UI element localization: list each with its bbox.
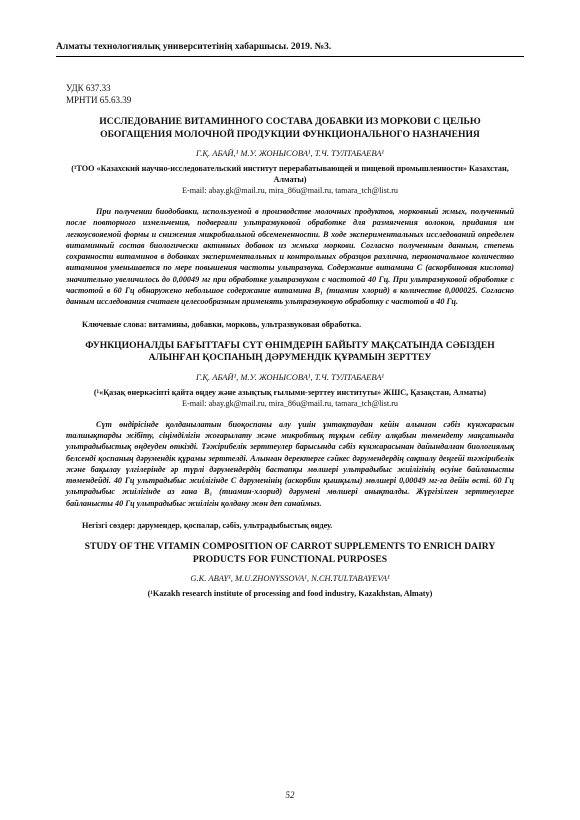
classification-codes: [66, 82, 514, 106]
page-number: 52: [285, 790, 295, 800]
kz-keywords-label: Негізгі сөздер:: [82, 521, 136, 531]
journal-header: Алматы технологиялық университетінің хабаршысы. 2019. №3.: [56, 42, 332, 52]
en-authors: G.K. ABAY¹, M.U.ZHONYSSOVA¹, N.CH.TULTABAYEVA¹: [190, 573, 390, 584]
en-affiliation: (¹Kazakh research institute of processing and food industry, Kazakhstan, Almaty): [147, 589, 433, 599]
kz-email: E-mail: abay.gk@mail.ru, mira_86u@mail.ru, tamara_tch@list.ru: [181, 398, 399, 408]
kz-keywords: [82, 520, 514, 531]
ru-email: E-mail: abay.gk@mail.ru, mira_86u@mail.ru, tamara_tch@list.ru: [181, 186, 399, 195]
ru-keywords: [82, 319, 514, 330]
ru-abstract: При получении биодобавки, используемой в производстве молочных продуктов, морковный жмых, полученный после повторного измельчения, подвергали ультразвуковой обработке для размягчения волокон, придания им легкоусвояемой формы и снижения микробиальной обсемененности. В ходе экспериментальных исследований определен витаминный состав биологически активных добавок из жмыха моркови. Согласно полученным данным, степень сохранности витаминов в добавках экспериментальных и контрольных образцов различна, первоначальное количество витаминов уменьшается по мере повышения частоты ультразвука. Содержание витамина С (аскорбиновая кислота) значительно увеличилось до 0,00049 мг при обработке ультразвуком с частотой 40 Гц. При ультразвуковой обработке с частотой в 60 Гц обнаружено небольшое содержание витамина В₁ (тиамин хлорид) в количестве 0,000025. Согласно данным исследования считаем целесообразным применять ультразвуковую обработку с частотой в 40 Гц.: [66, 207, 514, 307]
ru-authors: Г.Қ. АБАЙ,¹ М.У. ЖОНЫСОВА¹, Т.Ч. ТУЛТАБАЕВА¹: [196, 148, 384, 158]
en-title: STUDY OF THE VITAMIN COMPOSITION OF CARROT SUPPLEMENTS TO ENRICH DAIRY PRODUCTS FOR FUNCTIONAL PURPOSES: [84, 541, 496, 565]
kz-keywords-text: дәрумендер, қоспалар, сәбіз, ультрадыбыстық өңдеу.: [135, 521, 333, 531]
ru-keywords-text: витамины, добавки, морковь, ультразвуковая обработка.: [146, 319, 362, 329]
ru-title: ИССЛЕДОВАНИЕ ВИТАМИННОГО СОСТАВА ДОБАВКИ ИЗ МОРКОВИ С ЦЕЛЬЮ ОБОГАЩЕНИЯ МОЛОЧНОЙ ПРОДУКЦИИ ФУНКЦИОНАЛЬНОГО НАЗНАЧЕНИЯ: [99, 116, 481, 140]
mrnti-code: МРНТИ 65.63.39: [66, 95, 132, 105]
udc-code: УДК 637.33: [66, 83, 111, 93]
kz-abstract: Сүт өндірісінде қолданылатын биоқоспаны алу үшін ұнтақтаудан кейін алынған сәбіз күнжарасын талшықтарды жібіту, сіңімділігін жоғарылату және микробтық тұқым себілу алқабын төмендету мақсатында ультрадыбыстық өңдеуден өткізді. Тәжірибелік зерттеулер барысында сәбіз күнжарасынан дайындалған биологиялық белсенді қоспаның дәрумендік құрамы зерттелді. Алынған деректерге сәйкес дәрумендердің сақталу деңгейі тәжірибелік және бақылау үлгілерінде әр түрлі дәрумендердің бастапқы мөлшері ультрадыбыс жиілігінің өсуіне байланысты төмендейді. 40 Гц ультрадыбыс жиілігінде С дәруменінің (аскорбин қышқылы) мөлшері 0,00049 мг-ға дейін өсті. 60 Гц ультрадыбыс жиілігінде аз ғана В₁ (тиамин-хлорид) дәрумені мөлшері анықталды. Жүргізілген зерттеулерге байланысты 40 Гц ультрадыбыс жиілігін қолдану жөн деп санаймыз.: [66, 419, 514, 508]
kz-affiliation: (¹«Қазақ өнеркәсіпті қайта өңдеу және азықтық ғылыми-зерттеу институты» ЖШС, Қазақстан, Алматы): [93, 387, 487, 397]
ru-affiliation: (¹ТОО «Казахский научно-исследовательский институт перерабатывающей и пищевой промышленности» Казахстан, Алматы): [71, 164, 509, 184]
ru-keywords-label: Ключевые слова:: [82, 319, 147, 329]
article-body: [66, 82, 514, 599]
kz-title: ФУНКЦИОНАЛДЫ БАҒЫТТАҒЫ СҮТ ӨНІМДЕРІН БАЙЫТУ МАҚСАТЫНДА СӘБІЗДЕН АЛЫНҒАН ҚОСПАНЫҢ ДӘРУМЕНДІК ҚҰРАМЫН ЗЕРТТЕУ: [85, 339, 495, 364]
header-divider: [56, 56, 524, 57]
kz-authors: Г.Қ. АБАЙ¹, М.У. ЖОНЫСОВА¹, Т.Ч. ТУЛТАБАЕВА¹: [196, 371, 384, 382]
